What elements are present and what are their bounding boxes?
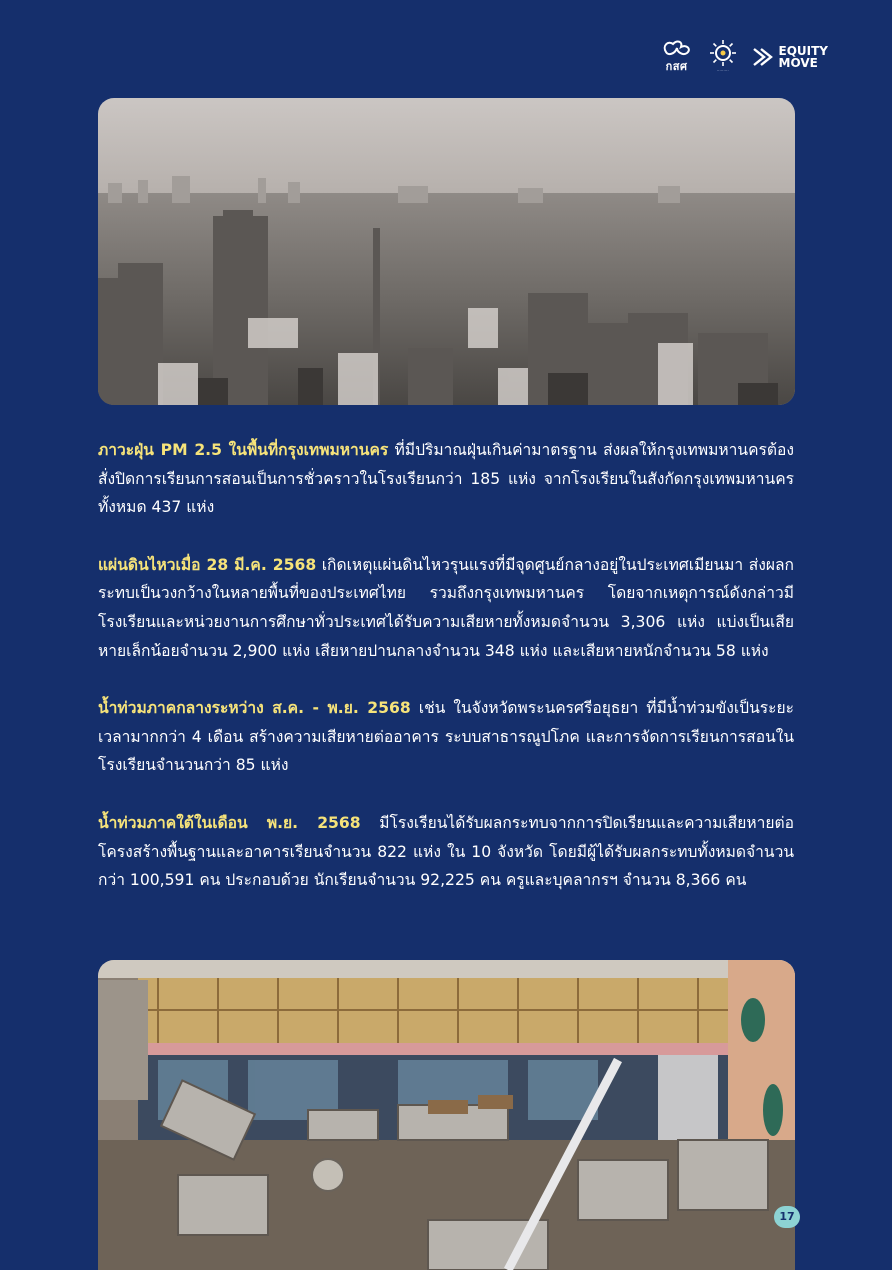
- paragraph-earthquake: [98, 551, 794, 665]
- page-number: 17: [774, 1206, 800, 1228]
- paragraph-earthquake-heading: แผ่นดินไหวเมื่อ 28 มี.ค. 2568: [98, 555, 317, 574]
- eef-logo: [660, 38, 694, 75]
- double-chevron-icon: [752, 46, 774, 68]
- paragraph-earthquake-text: เกิดเหตุแผ่นดินไหวรุนแรงที่มีจุดศูนย์กลางอยู่ในประเทศเมียนมา ส่งผลกระทบเป็นวงกว้างในหลายพื้นที่ของประเทศไทย รวมถึงกรุงเทพมหานคร โดยจากเหตุการณ์ดังกล่าวมีโรงเรียนและหน่วยงานการศึกษาทั่วประเทศได้รับความเสียหายทั้งหมดจำนวน 3,306 แห่ง แบ่งเป็นเสียหายเล็กน้อยจำนวน 2,900 แห่ง เสียหายปานกลางจำนวน 348 แห่ง และเสียหายหนักจำนวน 58 แห่ง: [98, 555, 794, 660]
- article-body: [98, 436, 794, 924]
- paragraph-central-flood-heading: น้ำท่วมภาคกลางระหว่าง ส.ค. - พ.ย. 2568: [98, 699, 411, 718]
- paragraph-central-flood-text: เช่น ในจังหวัดพระนครศรีอยุธยา ที่มีน้ำท่วมขังเป็นระยะเวลามากกว่า 4 เดือน สร้างความเสียหายต่ออาคาร ระบบสาธารณูปโภค และการจัดการเรียนการสอนในโรงเรียนจำนวนกว่า 85 แห่ง: [98, 699, 795, 775]
- eef-logo-text: กสศ: [665, 60, 688, 73]
- sun-seal-icon: [709, 39, 737, 67]
- eef-mark-icon: [662, 38, 692, 56]
- paragraph-pm25-heading: ภาวะฝุ่น PM 2.5 ในพื้นที่กรุงเทพมหานคร: [98, 441, 389, 459]
- paragraph-south-flood-text: มีโรงเรียนได้รับผลกระทบจากการปิดเรียนและความเสียหายต่อโครงสร้างพื้นฐานและอาคารเรียนจำนวน 822 แห่ง ใน 10 จังหวัด โดยมีผู้ได้รับผลกระทบทั้งหมดจำนวนกว่า 100,591 คน ประกอบด้วย นักเรียนจำนวน 92,225 คน ครูและบุคลากรฯ จำนวน 8,366 คน: [98, 813, 795, 890]
- paragraph-pm25-text: ที่มีปริมาณฝุ่นเกินค่ามาตรฐาน ส่งผลให้กรุงเทพมหานครต้องสั่งปิดการเรียนการสอนเป็นการชั่วคราวในโรงเรียนกว่า 185 แห่ง จากโรงเรียนในสังกัดกรุงเทพมหานครทั้งหมด 437 แห่ง: [98, 441, 794, 517]
- partner-seal-logo: [708, 39, 738, 75]
- paragraph-south-flood: [98, 809, 794, 895]
- city-skyline-haze-photo: [98, 98, 795, 405]
- paragraph-central-flood: [98, 694, 794, 780]
- paragraph-pm25: [98, 436, 794, 522]
- equity-move-line2: MOVE: [778, 55, 818, 70]
- paragraph-south-flood-heading: น้ำท่วมภาคใต้ในเดือน พ.ย. 2568: [98, 813, 361, 832]
- equity-move-line1: EQUITY: [778, 43, 828, 58]
- seal-caption-decoration: ⋯⋯⋯: [716, 67, 729, 73]
- equity-move-logo: [752, 45, 828, 69]
- header-logos: [660, 38, 828, 75]
- flooded-classroom-photo: [98, 960, 795, 1270]
